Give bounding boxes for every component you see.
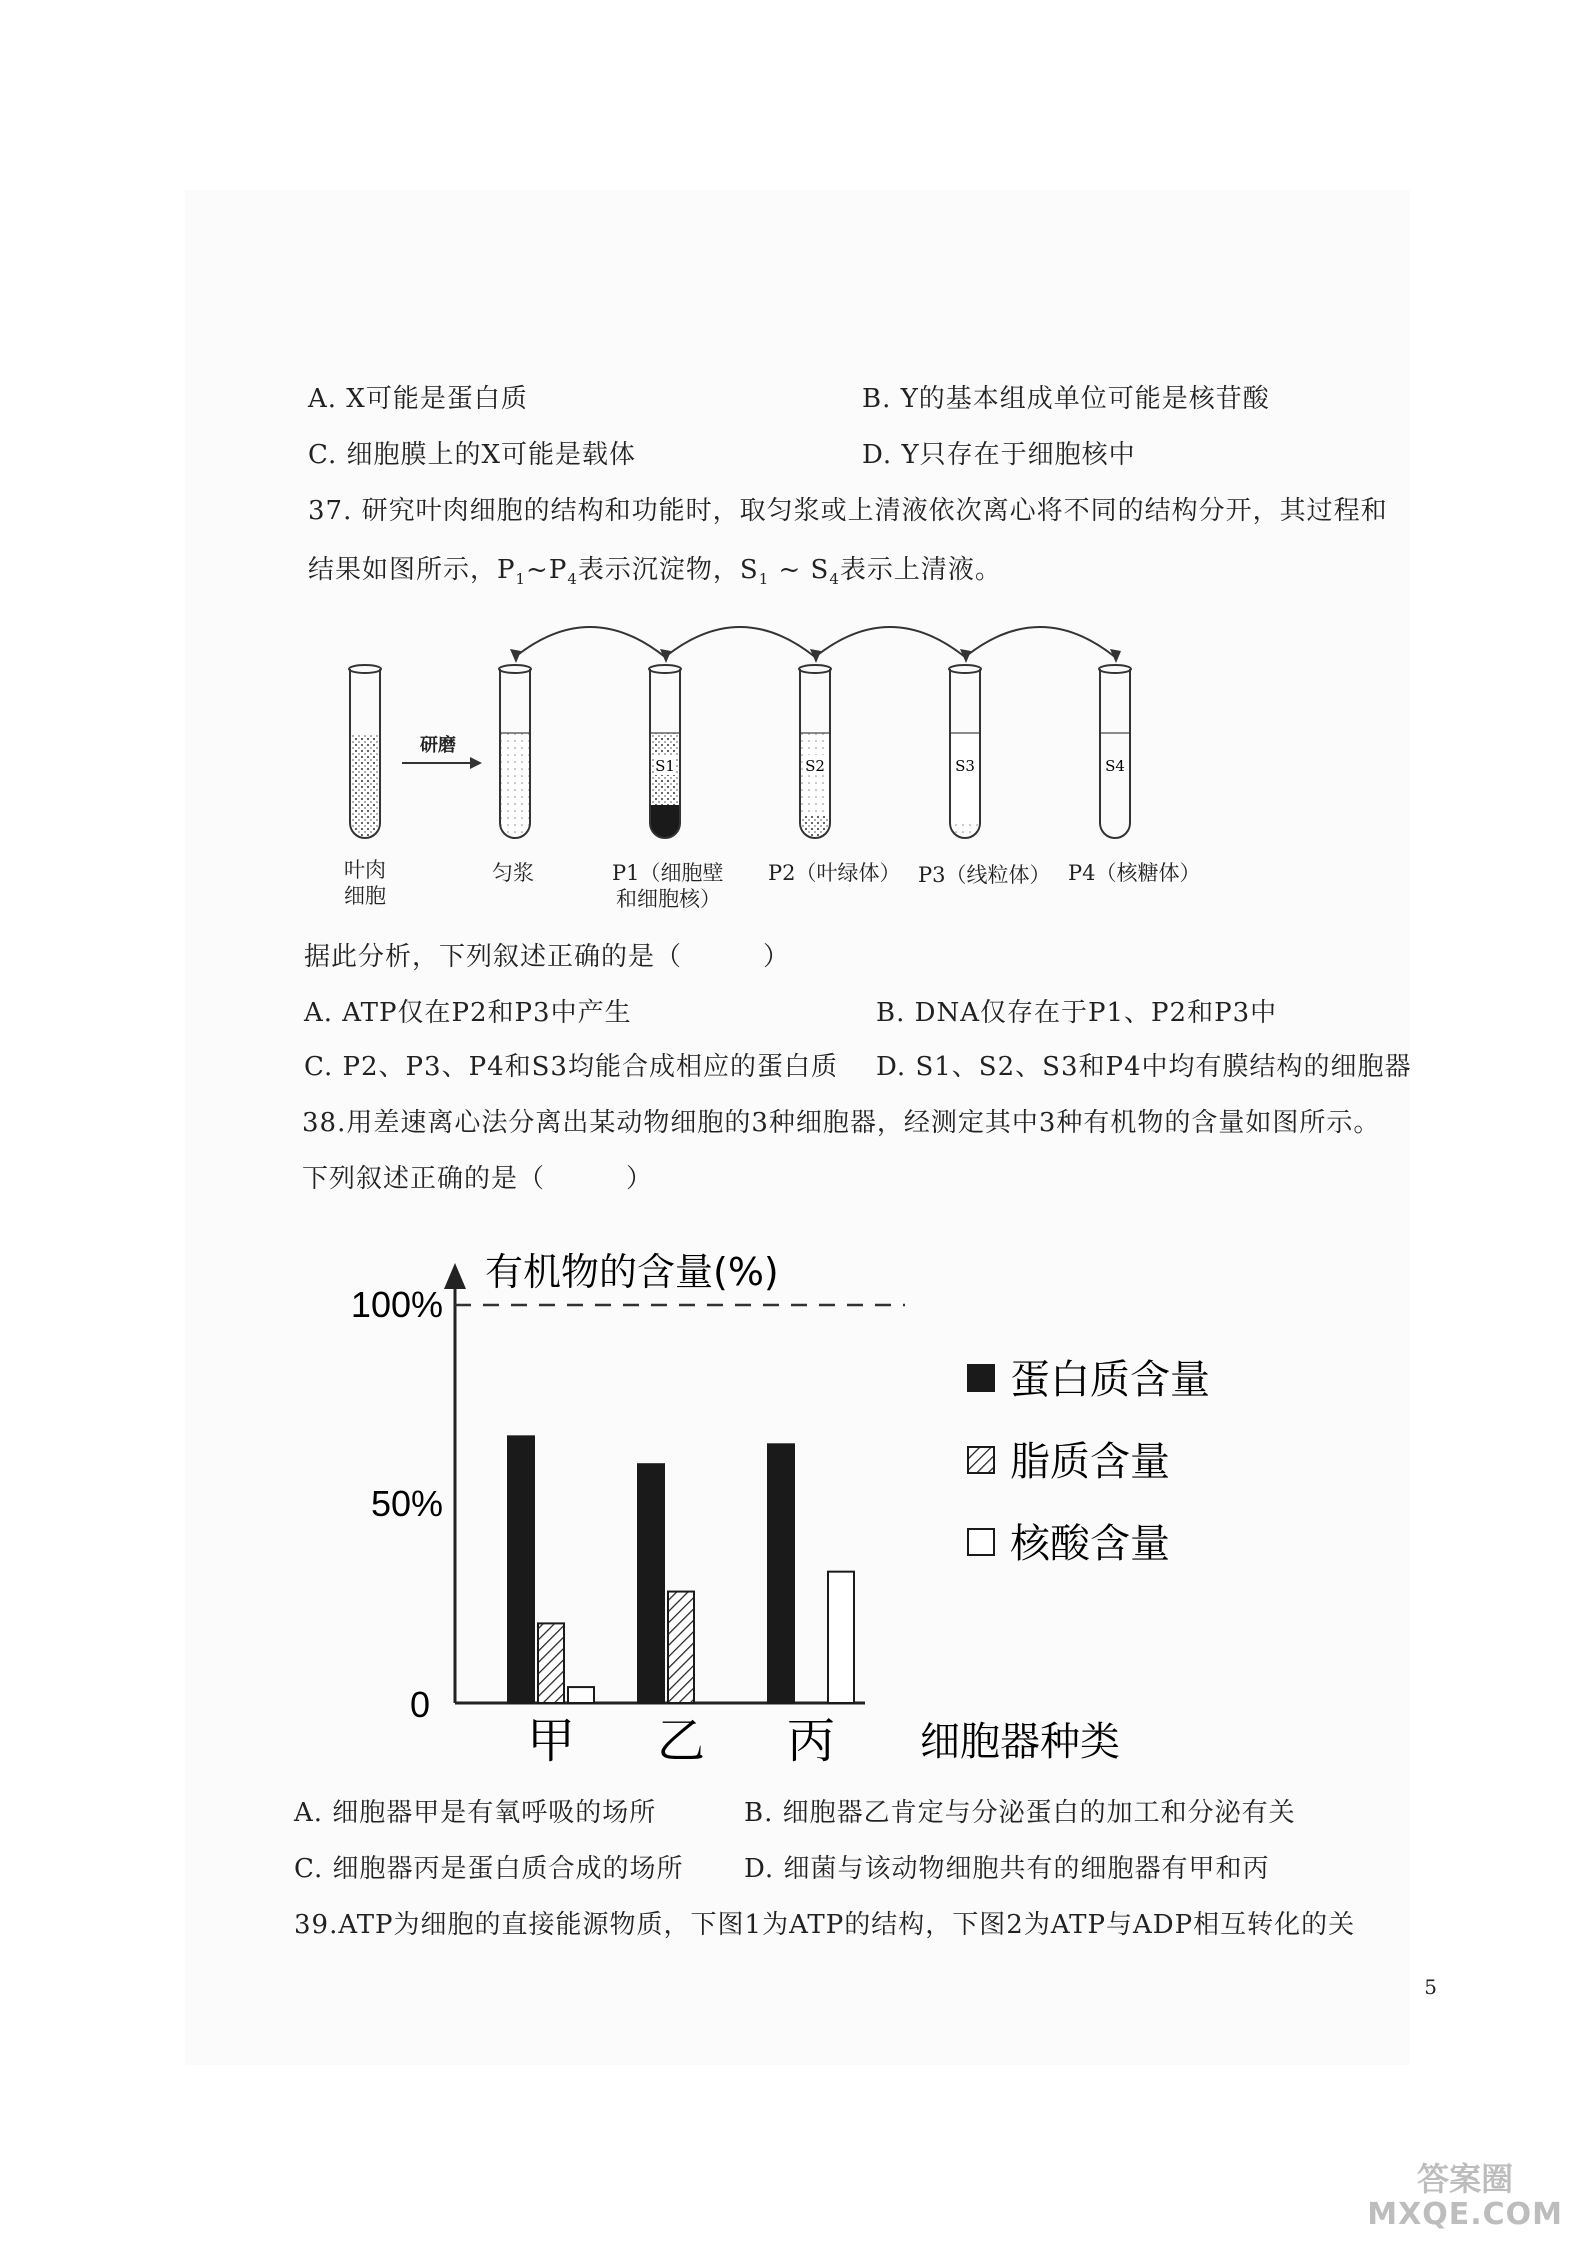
category-label: 甲 bbox=[526, 1713, 576, 1769]
q38-stem-line2: 下列叙述正确的是（ ） bbox=[302, 1164, 654, 1194]
transfer-arrow bbox=[965, 627, 1115, 657]
organelle-content-chart bbox=[320, 1235, 1240, 1795]
q39-stem-line1: 39.ATP为细胞的直接能源物质，下图1为ATP的结构，下图2为ATP与ADP相互转化的关 bbox=[294, 1910, 1356, 1940]
bar-nucleic-acid bbox=[568, 1687, 594, 1703]
y-tick-label: 0 bbox=[409, 1684, 430, 1725]
legend-swatch-protein bbox=[968, 1365, 994, 1391]
q37-stem-line1: 37. 研究叶肉细胞的结构和功能时，取匀浆或上清液依次离心将不同的结构分开，其过程和 bbox=[308, 496, 1388, 526]
tube-label-s1: S1 bbox=[655, 757, 675, 775]
bar-protein bbox=[638, 1464, 664, 1703]
caption-p3: P3（线粒体） bbox=[918, 863, 1051, 887]
category-label: 丙 bbox=[786, 1713, 836, 1769]
caption-p2: P2（叶绿体） bbox=[768, 861, 901, 885]
caption-leaf-cells-1: 叶肉 bbox=[344, 858, 386, 882]
caption-p1-line2: 和细胞核） bbox=[616, 887, 721, 911]
q38-option-a: A. 细胞器甲是有氧呼吸的场所 bbox=[294, 1798, 657, 1828]
bar-protein bbox=[768, 1444, 794, 1703]
tube-label-s2: S2 bbox=[805, 757, 825, 775]
transfer-arrow bbox=[815, 627, 965, 657]
tube-s3 bbox=[949, 665, 981, 845]
watermark-logo: 答案圈 MXQE.COM bbox=[1367, 2160, 1563, 2232]
bars bbox=[508, 1436, 854, 1703]
caption-homogenate: 匀浆 bbox=[492, 861, 534, 885]
y-axis-label: 有机物的含量(%) bbox=[485, 1250, 779, 1294]
tube-s4 bbox=[1099, 665, 1131, 838]
tube-s1 bbox=[649, 665, 681, 845]
category-label: 乙 bbox=[656, 1713, 706, 1769]
legend-nucleic-acid: 核酸含量 bbox=[1010, 1521, 1170, 1567]
grind-label: 研磨 bbox=[420, 735, 456, 756]
bar-nucleic-acid bbox=[828, 1572, 854, 1703]
transfer-arrow bbox=[515, 627, 665, 657]
bar-lipid bbox=[668, 1592, 694, 1703]
caption-p4: P4（核糖体） bbox=[1068, 861, 1201, 885]
q36-option-d: D. Y只存在于细胞核中 bbox=[862, 440, 1136, 470]
tube-label-s4: S4 bbox=[1105, 757, 1125, 775]
tube-s2 bbox=[799, 665, 831, 845]
tube-label-s3: S3 bbox=[955, 757, 975, 775]
y-tick-label: 100% bbox=[350, 1284, 443, 1325]
y-tick-label: 50% bbox=[370, 1483, 443, 1524]
q37-option-d: D. S1、S2、S3和P4中均有膜结构的细胞器 bbox=[876, 1052, 1412, 1082]
legend-protein: 蛋白质含量 bbox=[1010, 1357, 1210, 1403]
legend-swatch-nucleic-acid bbox=[968, 1529, 994, 1555]
legend-lipid: 脂质含量 bbox=[1010, 1439, 1170, 1485]
q37-question: 据此分析，下列叙述正确的是（ ） bbox=[304, 942, 791, 972]
legend-swatch-lipid bbox=[968, 1447, 994, 1473]
page-number: 5 bbox=[1424, 1975, 1437, 1999]
q36-option-b: B. Y的基本组成单位可能是核苷酸 bbox=[862, 384, 1270, 414]
x-axis-label: 细胞器种类 bbox=[920, 1719, 1120, 1765]
q37-option-a: A. ATP仅在P2和P3中产生 bbox=[304, 998, 632, 1028]
q38-option-c: C. 细胞器丙是蛋白质合成的场所 bbox=[294, 1854, 684, 1884]
tube-homogenate bbox=[499, 665, 531, 845]
caption-p1-line1: P1（细胞壁 bbox=[612, 861, 724, 885]
legend bbox=[968, 1357, 1210, 1567]
q37-stem-line2: 结果如图所示，$P_1\sim P_4$表示沉淀物，$S_1$ ~ $S_4$表示上清液。 bbox=[308, 555, 1002, 589]
bar-lipid bbox=[538, 1623, 564, 1703]
q36-option-c: C. 细胞膜上的X可能是载体 bbox=[308, 440, 637, 470]
q38-option-b: B. 细胞器乙肯定与分泌蛋白的加工和分泌有关 bbox=[744, 1798, 1296, 1828]
tube-leaf-cells bbox=[349, 665, 381, 845]
q36-option-a: A. X可能是蛋白质 bbox=[308, 384, 528, 414]
bar-protein bbox=[508, 1436, 534, 1703]
q37-option-c: C. P2、P3、P4和S3均能合成相应的蛋白质 bbox=[304, 1052, 838, 1082]
q37-option-b: B. DNA仅存在于P1、P2和P3中 bbox=[876, 998, 1278, 1028]
q38-stem-line1: 38.用差速离心法分离出某动物细胞的3种细胞器，经测定其中3种有机物的含量如图所示。 bbox=[302, 1108, 1381, 1138]
caption-leaf-cells-2: 细胞 bbox=[344, 884, 386, 908]
transfer-arrow bbox=[665, 627, 815, 657]
q38-option-d: D. 细菌与该动物细胞共有的细胞器有甲和丙 bbox=[744, 1854, 1270, 1884]
